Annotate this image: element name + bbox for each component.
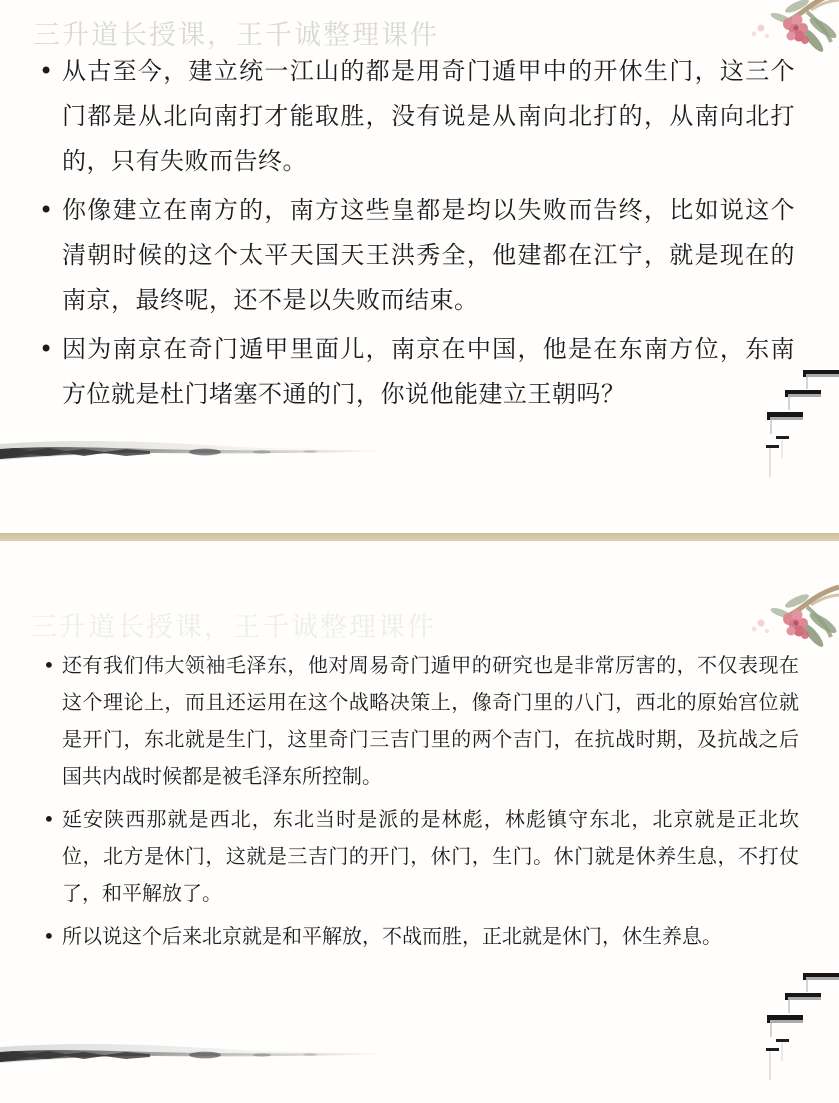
watermark-text: 三升道长授课，王千诚整理课件 [33,20,439,51]
slide-divider [0,533,839,541]
bullet-text: 因为南京在奇门遁甲里面儿，南京在中国，他是在东南方位，东南方位就是杜门堵塞不通的门，你说他能建立王朝吗？ [62,335,795,408]
slide-1 [0,0,839,533]
bullet-item [38,327,795,417]
bullet-item [42,647,799,795]
bullet-marker: • [43,807,55,831]
bullet-marker: • [39,335,54,363]
bullet-marker: • [43,924,55,948]
bullet-list [38,49,795,421]
slide-2 [0,541,839,1103]
bullet-marker: • [39,57,54,85]
bullet-item [38,49,795,184]
blossom-branch-icon [727,583,839,655]
bullet-text: 还有我们伟大领袖毛泽东，他对周易奇门遁甲的研究也是非常厉害的，不仅表现在这个理论上，而且还运用在这个战略决策上，像奇门里的八门，西北的原始宫位就是开门，东北就是生门，这里奇门三吉门里的两个吉门，在抗战时期，及抗战之后国共内战时候都是被毛泽东所控制。 [62,653,799,788]
bullet-text: 从古至今，建立统一江山的都是用奇门遁甲中的开休生门，这三个门都是从北向南打才能取胜，没有说是从南向北打的，从南向北打的，只有失败而告终。 [62,57,795,175]
bullet-marker: • [39,196,54,224]
watermark-text: 三升道长授课，王千诚整理课件 [30,612,436,643]
blossom-cluster [783,610,809,640]
blossom-cluster [783,15,809,45]
bullet-text: 你像建立在南方的，南方这些皇都是均以失败而告终，比如说这个清朝时候的这个太平天国天王洪秀全，他建都在江宁，就是现在的南京，最终呢，还不是以失败而结束。 [62,196,795,314]
ink-brush-stroke-icon [0,1033,400,1079]
ink-brush-stroke-icon [0,430,400,476]
bullet-marker: • [43,653,55,677]
roof-eaves-icon [761,360,839,480]
bullet-text: 延安陕西那就是西北，东北当时是派的是林彪，林彪镇守东北，北京就是正北坎位，北方是休门，这就是三吉门的开门，休门，生门。休门就是休养生息，不打仗了，和平解放了。 [62,807,799,905]
bullet-list [42,647,799,961]
bullet-item [42,918,799,955]
bullet-item [42,801,799,912]
bullet-item [38,188,795,323]
bullet-text: 所以说这个后来北京就是和平解放，不战而胜，正北就是休门，休生养息。 [62,924,722,948]
roof-eaves-icon [761,963,839,1083]
